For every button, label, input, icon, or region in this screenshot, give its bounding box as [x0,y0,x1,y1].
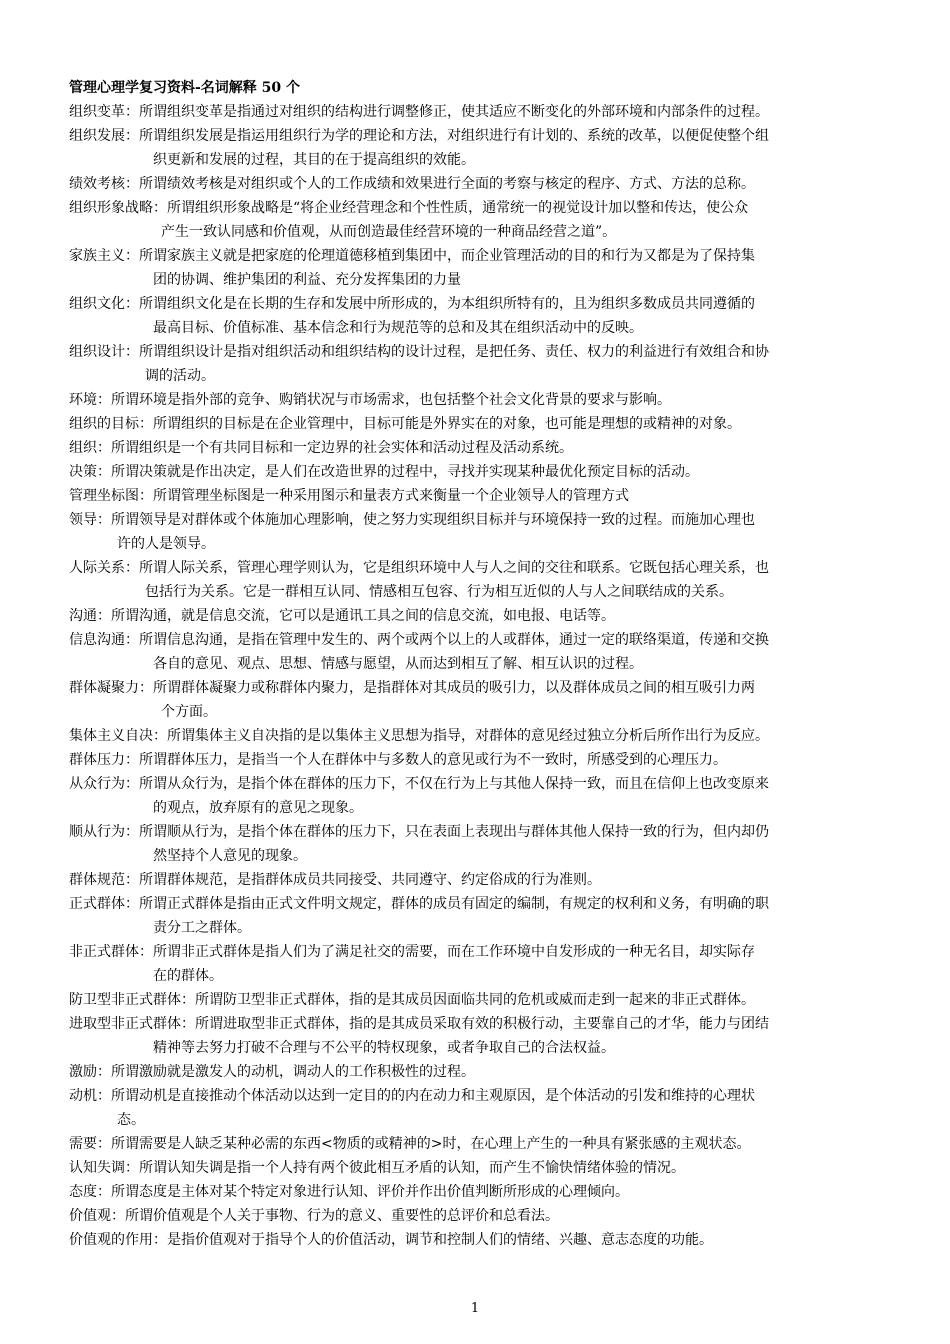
definition-entry [69,1204,904,1228]
definition-continuation: 最高目标、价值标准、基本信念和行为规范等的总和及其在组织活动中的反映。 [153,320,643,336]
definition-entry [69,604,904,628]
definition-text: 家族主义：所谓家族主义就是把家庭的伦理道德移植到集团中，而企业管理活动的目的和行为又都是为了保持集 [69,248,755,264]
definition-entry [69,1156,904,1180]
definition-text: 沟通：所谓沟通，就是信息交流，它可以是通讯工具之间的信息交流，如电报、电话等。 [69,608,615,624]
definition-entry [69,628,904,676]
definition-entry [69,124,904,172]
definition-text: 信息沟通：所谓信息沟通，是指在管理中发生的、两个或两个以上的人或群体，通过一定的联络渠道，传递和交换 [69,632,769,648]
definition-continuation: 团的协调、维护集团的利益、充分发挥集团的力量 [153,272,461,288]
definition-continuation: 在的群体。 [153,968,223,984]
definition-text: 群体规范：所谓群体规范，是指群体成员共同接受、共同遵守、约定俗成的行为准则。 [69,872,601,888]
definition-entry [69,508,904,556]
definition-continuation: 态。 [117,1112,145,1128]
definition-text: 组织文化：所谓组织文化是在长期的生存和发展中所形成的，为本组织所特有的，且为组织多数成员共同遵循的 [69,296,755,312]
definition-entry [69,820,904,868]
definition-entry [69,340,904,388]
definition-text: 组织：所谓组织是一个有共同目标和一定边界的社会实体和活动过程及活动系统。 [69,440,573,456]
definition-continuation: 包括行为关系。它是一群相互认同、情感相互包容、行为相互近似的人与人之间联结成的关系。 [145,584,733,600]
definition-text: 群体凝聚力：所谓群体凝聚力或称群体内聚力，是指群体对其成员的吸引力，以及群体成员之间的相互吸引力两 [69,680,755,696]
definition-text: 激励：所谓激励就是激发人的动机，调动人的工作积极性的过程。 [69,1064,475,1080]
definition-continuation: 责分工之群体。 [153,920,251,936]
definition-text: 正式群体：所谓正式群体是指由正式文件明文规定，群体的成员有固定的编制，有规定的权利和义务，有明确的职 [69,896,769,912]
definition-text: 环境：所谓环境是指外部的竞争、购销状况与市场需求，也包括整个社会文化背景的要求与影响。 [69,392,671,408]
definition-text: 进取型非正式群体：所谓进取型非正式群体，指的是其成员采取有效的积极行动，主要靠自己的才华，能力与团结 [69,1016,769,1032]
definition-continuation: 产生一致认同感和价值观，从而创造最佳经营环境的一种商品经营之道”。 [161,224,617,240]
definition-entry [69,196,904,244]
definition-continuation: 各自的意见、观点、思想、情感与愿望，从而达到相互了解、相互认识的过程。 [153,656,643,672]
definition-continuation: 调的活动。 [145,368,215,384]
definition-text: 组织变革：所谓组织变革是指通过对组织的结构进行调整修正，使其适应不断变化的外部环境和内部条件的过程。 [69,104,769,120]
definition-entry [69,940,904,988]
definition-text: 组织的目标：所谓组织的目标是在企业管理中，目标可能是外界实在的对象，也可能是理想的或精神的对象。 [69,416,741,432]
definition-entry [69,244,904,292]
definition-continuation: 精神等去努力打破不合理与不公平的特权现象，或者争取自己的合法权益。 [153,1040,615,1056]
definition-text: 组织发展：所谓组织发展是指运用组织行为学的理论和方法，对组织进行有计划的、系统的改革，以便促使整个组 [69,128,769,144]
definition-text: 组织设计：所谓组织设计是指对组织活动和组织结构的设计过程，是把任务、责任、权力的利益进行有效组合和协 [69,344,769,360]
definition-text: 决策：所谓决策就是作出决定，是人们在改造世界的过程中，寻找并实现某种最优化预定目标的活动。 [69,464,699,480]
definition-entry [69,1012,904,1060]
document-body [69,76,904,1252]
definition-text: 组织形象战略：所谓组织形象战略是“将企业经营理念和个性性质，通常统一的视觉设计加以整和传达，使公众 [69,200,749,216]
definition-text: 管理坐标图：所谓管理坐标图是一种采用图示和量表方式来衡量一个企业领导人的管理方式 [69,488,629,504]
definition-text: 顺从行为：所谓顺从行为，是指个体在群体的压力下，只在表面上表现出与群体其他人保持一致的行为，但内却仍 [69,824,769,840]
definition-text: 价值观：所谓价值观是个人关于事物、行为的意义、重要性的总评价和总看法。 [69,1208,559,1224]
definition-entry [69,388,904,412]
definition-entry [69,412,904,436]
definition-entry [69,556,904,604]
definition-text: 价值观的作用：是指价值观对于指导个人的价值活动，调节和控制人们的情绪、兴趣、意志态度的功能。 [69,1232,713,1248]
page-number: 1 [470,1301,480,1316]
definition-continuation: 许的人是领导。 [117,536,215,552]
definition-text: 领导：所谓领导是对群体或个体施加心理影响，使之努力实现组织目标并与环境保持一致的过程。而施加心理也 [69,512,755,528]
definition-entry [69,100,904,124]
definition-entry [69,748,904,772]
definition-entry [69,772,904,820]
definition-text: 人际关系：所谓人际关系，管理心理学则认为，它是组织环境中人与人之间的交往和联系。它既包括心理关系，也 [69,560,769,576]
definition-continuation: 个方面。 [161,704,217,720]
definition-continuation: 织更新和发展的过程，其目的在于提高组织的效能。 [153,152,475,168]
definition-entry [69,988,904,1012]
definition-text: 态度：所谓态度是主体对某个特定对象进行认知、评价并作出价值判断所形成的心理倾向。 [69,1184,629,1200]
definition-continuation: 然坚持个人意见的现象。 [153,848,307,864]
definition-entry [69,724,904,748]
definition-entry [69,1132,904,1156]
definition-entry [69,868,904,892]
document-title: 管理心理学复习资料-名词解释 50 个 [69,80,301,96]
definition-text: 集体主义自决：所谓集体主义自决指的是以集体主义思想为指导，对群体的意见经过独立分析后所作出行为反应。 [69,728,769,744]
definition-text: 认知失调：所谓认知失调是指一个人持有两个彼此相互矛盾的认知，而产生不愉快情绪体验的情况。 [69,1160,685,1176]
definition-entry [69,1060,904,1084]
definition-entry [69,892,904,940]
definition-entry [69,1228,904,1252]
definition-text: 动机：所谓动机是直接推动个体活动以达到一定目的的内在动力和主观原因，是个体活动的引发和维持的心理状 [69,1088,755,1104]
definition-entry [69,460,904,484]
definition-continuation: 的观点，放弃原有的意见之现象。 [153,800,363,816]
definition-entry [69,484,904,508]
definition-text: 防卫型非正式群体：所谓防卫型非正式群体，指的是其成员因面临共同的危机或威而走到一起来的非正式群体。 [69,992,755,1008]
definition-text: 群体压力：所谓群体压力，是指当一个人在群体中与多数人的意见或行为不一致时，所感受到的心理压力。 [69,752,727,768]
definition-entry [69,436,904,460]
definition-text: 绩效考核：所谓绩效考核是对组织或个人的工作成绩和效果进行全面的考察与核定的程序、方式、方法的总称。 [69,176,755,192]
definition-text: 需要：所谓需要是人缺乏某种必需的东西<物质的或精神的>时，在心理上产生的一种具有紧张感的主观状态。 [69,1136,751,1152]
definition-entry [69,172,904,196]
definition-entry [69,676,904,724]
definition-text: 从众行为：所谓从众行为，是指个体在群体的压力下，不仅在行为上与其他人保持一致，而且在信仰上也改变原来 [69,776,769,792]
definition-entry [69,292,904,340]
definition-list [69,100,904,1252]
definition-entry [69,1084,904,1132]
definition-text: 非正式群体：所谓非正式群体是指人们为了满足社交的需要，而在工作环境中自发形成的一种无名目，却实际存 [69,944,755,960]
definition-entry [69,1180,904,1204]
